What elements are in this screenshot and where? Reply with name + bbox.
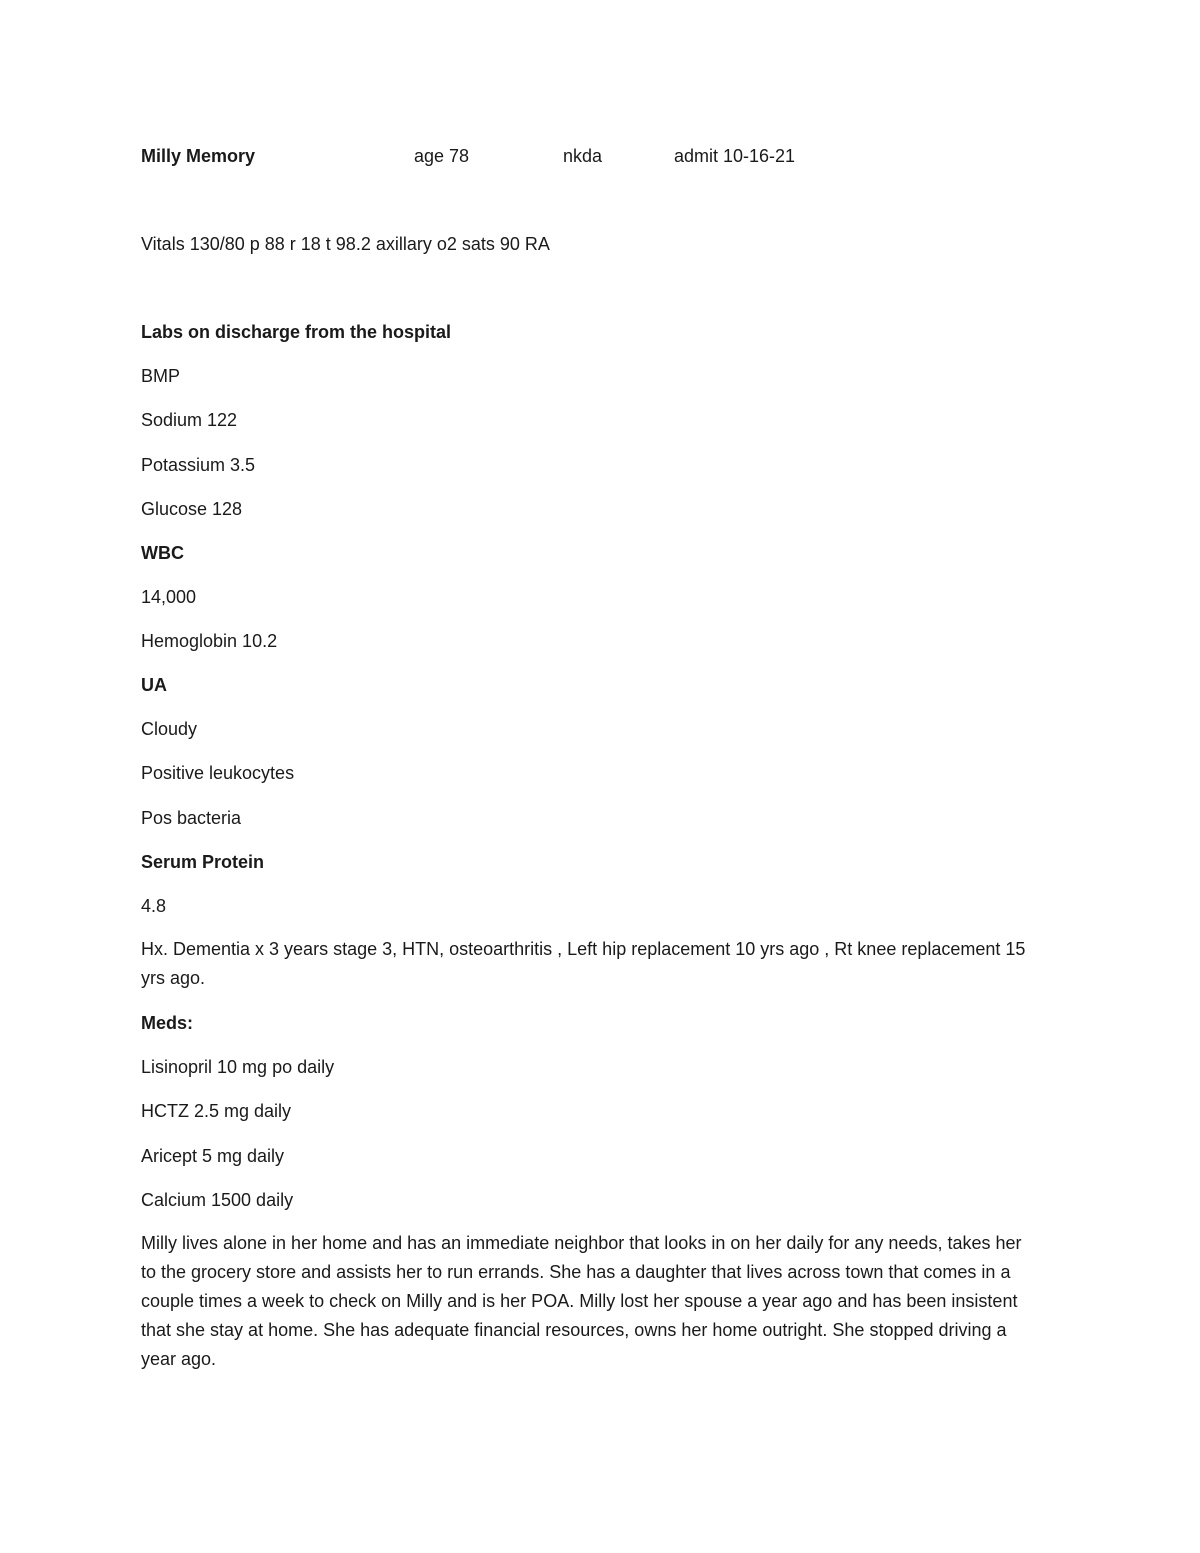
allergy-status: nkda: [563, 146, 603, 166]
social-history-paragraph: Milly lives alone in her home and has an immediate neighbor that looks in on her daily for any needs, takes her to the grocery store and assists her to run errands. She has a daughter that lives across town that comes in a couple times a week to check on Milly and is her POA. Milly lost her spouse a year ago and has been insistent that she stay at home. She has adequate financial resources, owns her home outright. She stopped driving a year ago.: [141, 1233, 1022, 1369]
hemoglobin-value: Hemoglobin 10.2: [141, 631, 278, 651]
labs-heading: Labs on discharge from the hospital: [141, 322, 452, 342]
admit-date: admit 10-16-21: [674, 146, 796, 166]
potassium-value: Potassium 3.5: [141, 455, 256, 475]
history-paragraph: Hx. Dementia x 3 years stage 3, HTN, osteoarthritis , Left hip replacement 10 yrs ago , Rt knee replacement 15 yrs ago.: [141, 939, 1026, 988]
ua-item: Pos bacteria: [141, 808, 242, 828]
wbc-value: 14,000: [141, 587, 197, 607]
meds-heading: Meds:: [141, 1013, 194, 1033]
vitals-line: Vitals 130/80 p 88 r 18 t 98.2 axillary o2 sats 90 RA: [141, 234, 550, 254]
glucose-value: Glucose 128: [141, 499, 243, 519]
wbc-label: WBC: [141, 543, 184, 563]
serum-protein-value: 4.8: [141, 896, 167, 916]
patient-age: age 78: [414, 146, 470, 166]
bmp-label: BMP: [141, 366, 181, 386]
med-item: HCTZ 2.5 mg daily: [141, 1101, 292, 1121]
sodium-value: Sodium 122: [141, 410, 238, 430]
med-item: Lisinopril 10 mg po daily: [141, 1057, 335, 1077]
ua-item: Positive leukocytes: [141, 763, 295, 783]
serum-protein-label: Serum Protein: [141, 852, 265, 872]
patient-name: Milly Memory: [141, 146, 256, 166]
ua-label: UA: [141, 675, 167, 695]
med-item: Calcium 1500 daily: [141, 1190, 294, 1210]
med-item: Aricept 5 mg daily: [141, 1146, 285, 1166]
ua-item: Cloudy: [141, 719, 198, 739]
